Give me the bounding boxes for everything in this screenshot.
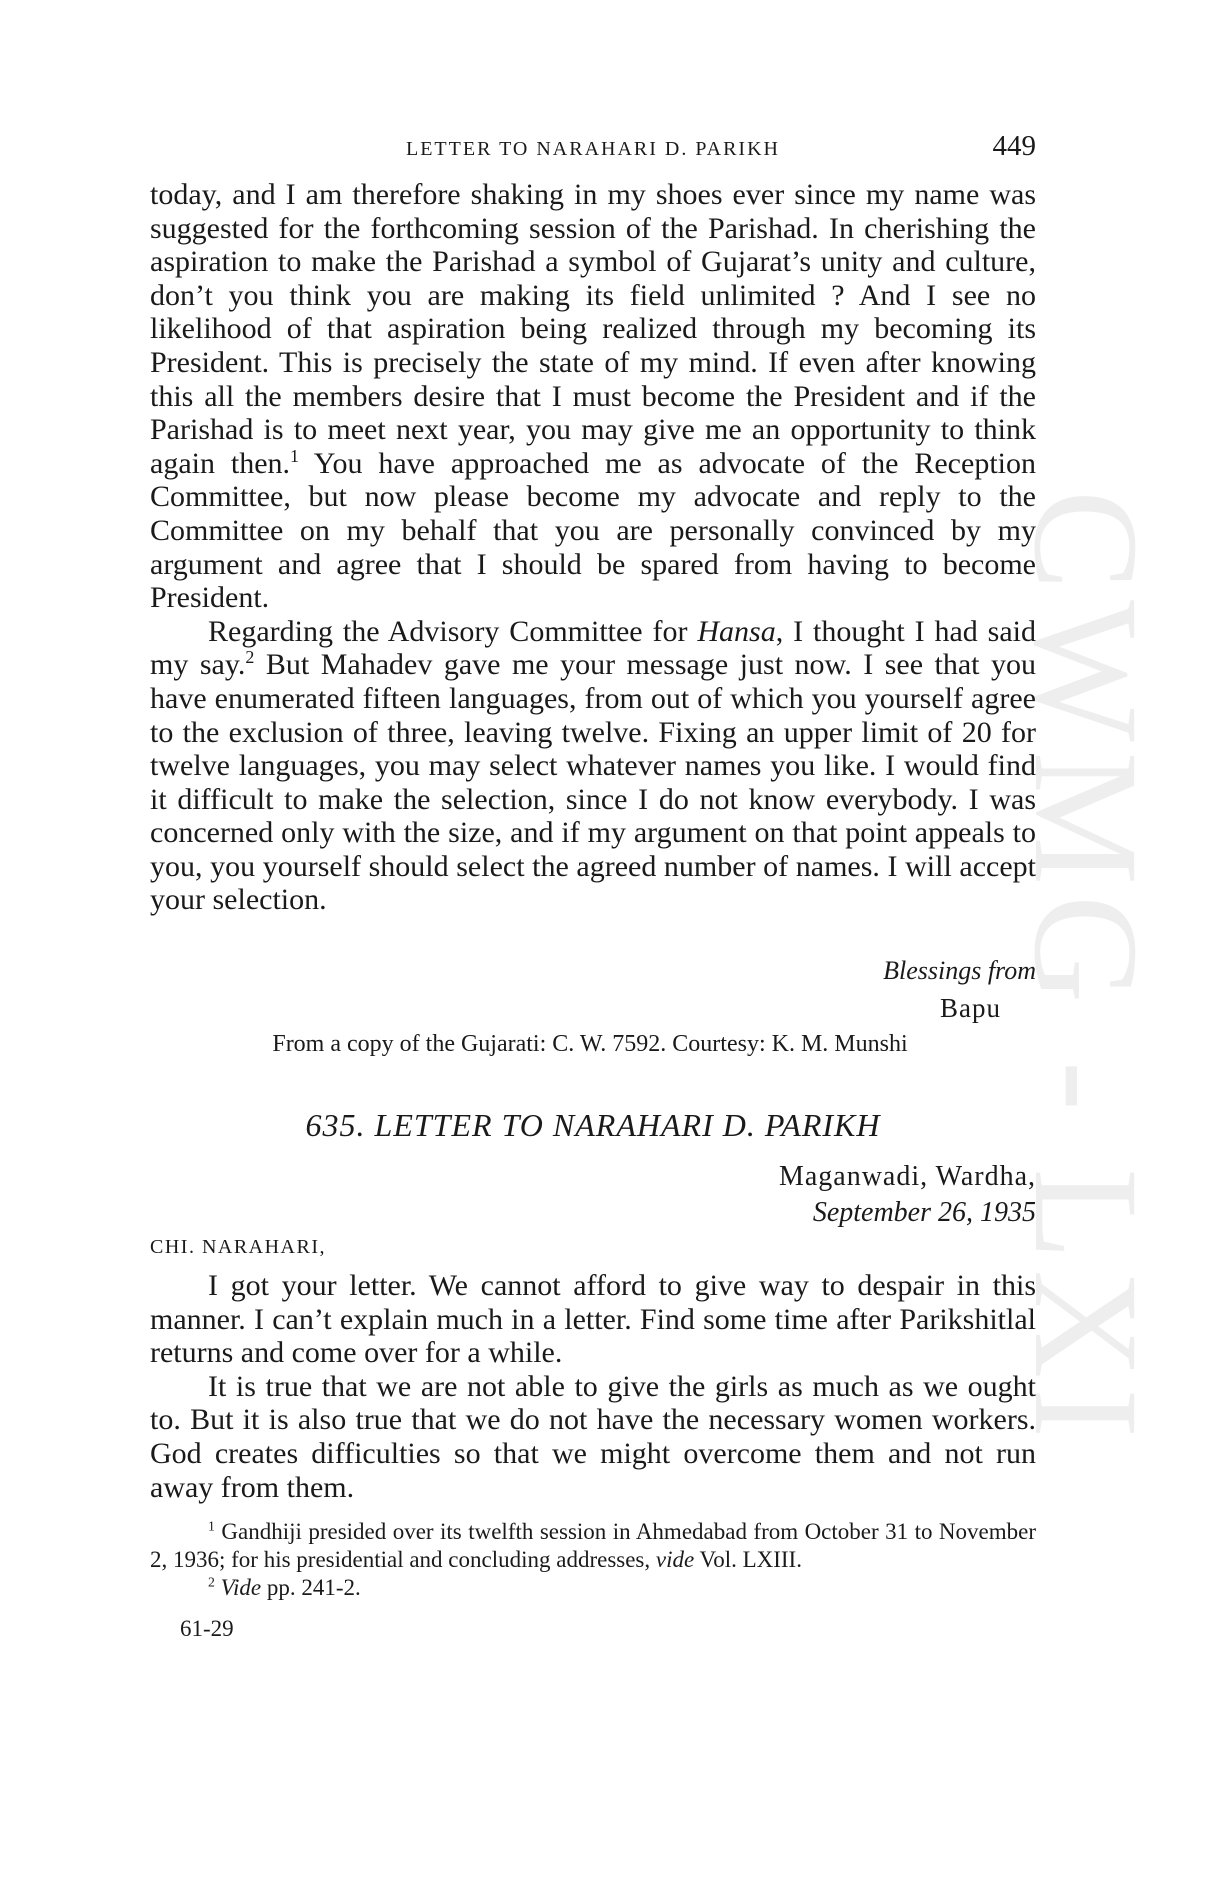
body-paragraph-1 bbox=[150, 178, 1036, 615]
blessings-from: Blessings from bbox=[883, 956, 1036, 985]
letter-2-heading-block bbox=[150, 1107, 1036, 1144]
footnote-2 bbox=[150, 1574, 1036, 1602]
letter-1-body bbox=[150, 178, 1036, 917]
signature-name: Bapu bbox=[940, 993, 1001, 1023]
letter-2-body bbox=[150, 1236, 1036, 1504]
page-number: 449 bbox=[992, 130, 1036, 162]
footnote-1-end: Vol. LXIII. bbox=[699, 1547, 802, 1572]
footnote-ref-1: 1 bbox=[290, 445, 300, 466]
footnote-2-end: pp. 241-2. bbox=[266, 1575, 361, 1600]
letter-2-paragraph-1: I got your letter. We cannot afford to give way to despair in this manner. I can’t explain much in a letter. Find some time after Parikshitlal returns and come over for a while. bbox=[150, 1269, 1036, 1370]
salutation: CHI. NARAHARI, bbox=[150, 1236, 326, 1258]
address: Maganwadi, Wardha, bbox=[778, 1161, 1036, 1192]
watermark: CWMG - LXI bbox=[1003, 490, 1169, 1449]
hansa-title: Hansa bbox=[697, 614, 776, 648]
folio-signature: 61-29 bbox=[180, 1616, 234, 1641]
footnote-1-mark: 1 bbox=[208, 1518, 215, 1534]
date: September 26, 1935 bbox=[812, 1197, 1036, 1228]
running-head-title: LETTER TO NARAHARI D. PARIKH bbox=[406, 138, 780, 160]
source-note bbox=[180, 1031, 1000, 1058]
para2-text-b: , I thought I had said my say. bbox=[150, 614, 1036, 682]
source-line: From a copy of the Gujarati: C. W. 7592. Courtesy: K. M. Munshi bbox=[272, 1031, 908, 1057]
footnote-1 bbox=[150, 1518, 1036, 1574]
body-paragraph-1b: You have approached me as advocate of the Reception Committee, but now please become my advocate and reply to the Committee on my behalf that you are personally convinced by my argument and agree that I should be spared from having to become President. bbox=[150, 446, 1036, 615]
footnote-ref-2: 2 bbox=[245, 647, 255, 668]
para2-text-a: Regarding the Advisory Committee for bbox=[208, 614, 698, 648]
running-head bbox=[150, 130, 1036, 170]
footnote-2-vide: Vide bbox=[220, 1575, 262, 1600]
body-paragraph-2 bbox=[150, 615, 1036, 917]
document-heading: 635. LETTER TO NARAHARI D. PARIKH bbox=[305, 1107, 881, 1143]
footnote-2-mark: 2 bbox=[208, 1574, 215, 1590]
para2-text-c: But Mahadev gave me your message just now. I see that you have enumerated fifteen languages, from out of which you yourself agree to the exclusion of three, leaving twelve. Fixing an upper limit of 20 for twelve languages, you may select whatever names you like. I would find it difficult to make the selection, since I do not know everybody. I was concerned only with the size, and if my argument on that point appeals to you, you yourself should select the agreed number of names. I will accept your selection. bbox=[150, 648, 1036, 917]
signoff bbox=[150, 953, 1036, 1027]
letter-2-dateline bbox=[150, 1159, 1036, 1231]
footnotes bbox=[150, 1518, 1036, 1642]
footnote-1-vide: vide bbox=[655, 1547, 695, 1572]
letter-2-paragraph-2: It is true that we are not able to give the girls as much as we ought to. But it is also true that we do not have the necessary women workers. God creates difficulties so that we might overcome them and not run away from them. bbox=[150, 1369, 1036, 1504]
footnote-1-text: Gandhiji presided over its twelfth session in Ahmedabad from October 31 to November 2, 1936; for his presidential and concluding addresses, bbox=[150, 1519, 1036, 1572]
body-paragraph-1a: today, and I am therefore shaking in my shoes ever since my name was suggested for the forthcoming session of the Parishad. In cherishing the aspiration to make the Parishad a symbol of Gujarat’s unity and culture, don’t you think you are making its field unlimited ? And I see no likelihood of that aspiration being realized through my becoming its President. This is precisely the state of my mind. If even after knowing this all the members desire that I must become the President and if the Parishad is to meet next year, you may give me an opportunity to think again then. bbox=[150, 178, 1036, 480]
